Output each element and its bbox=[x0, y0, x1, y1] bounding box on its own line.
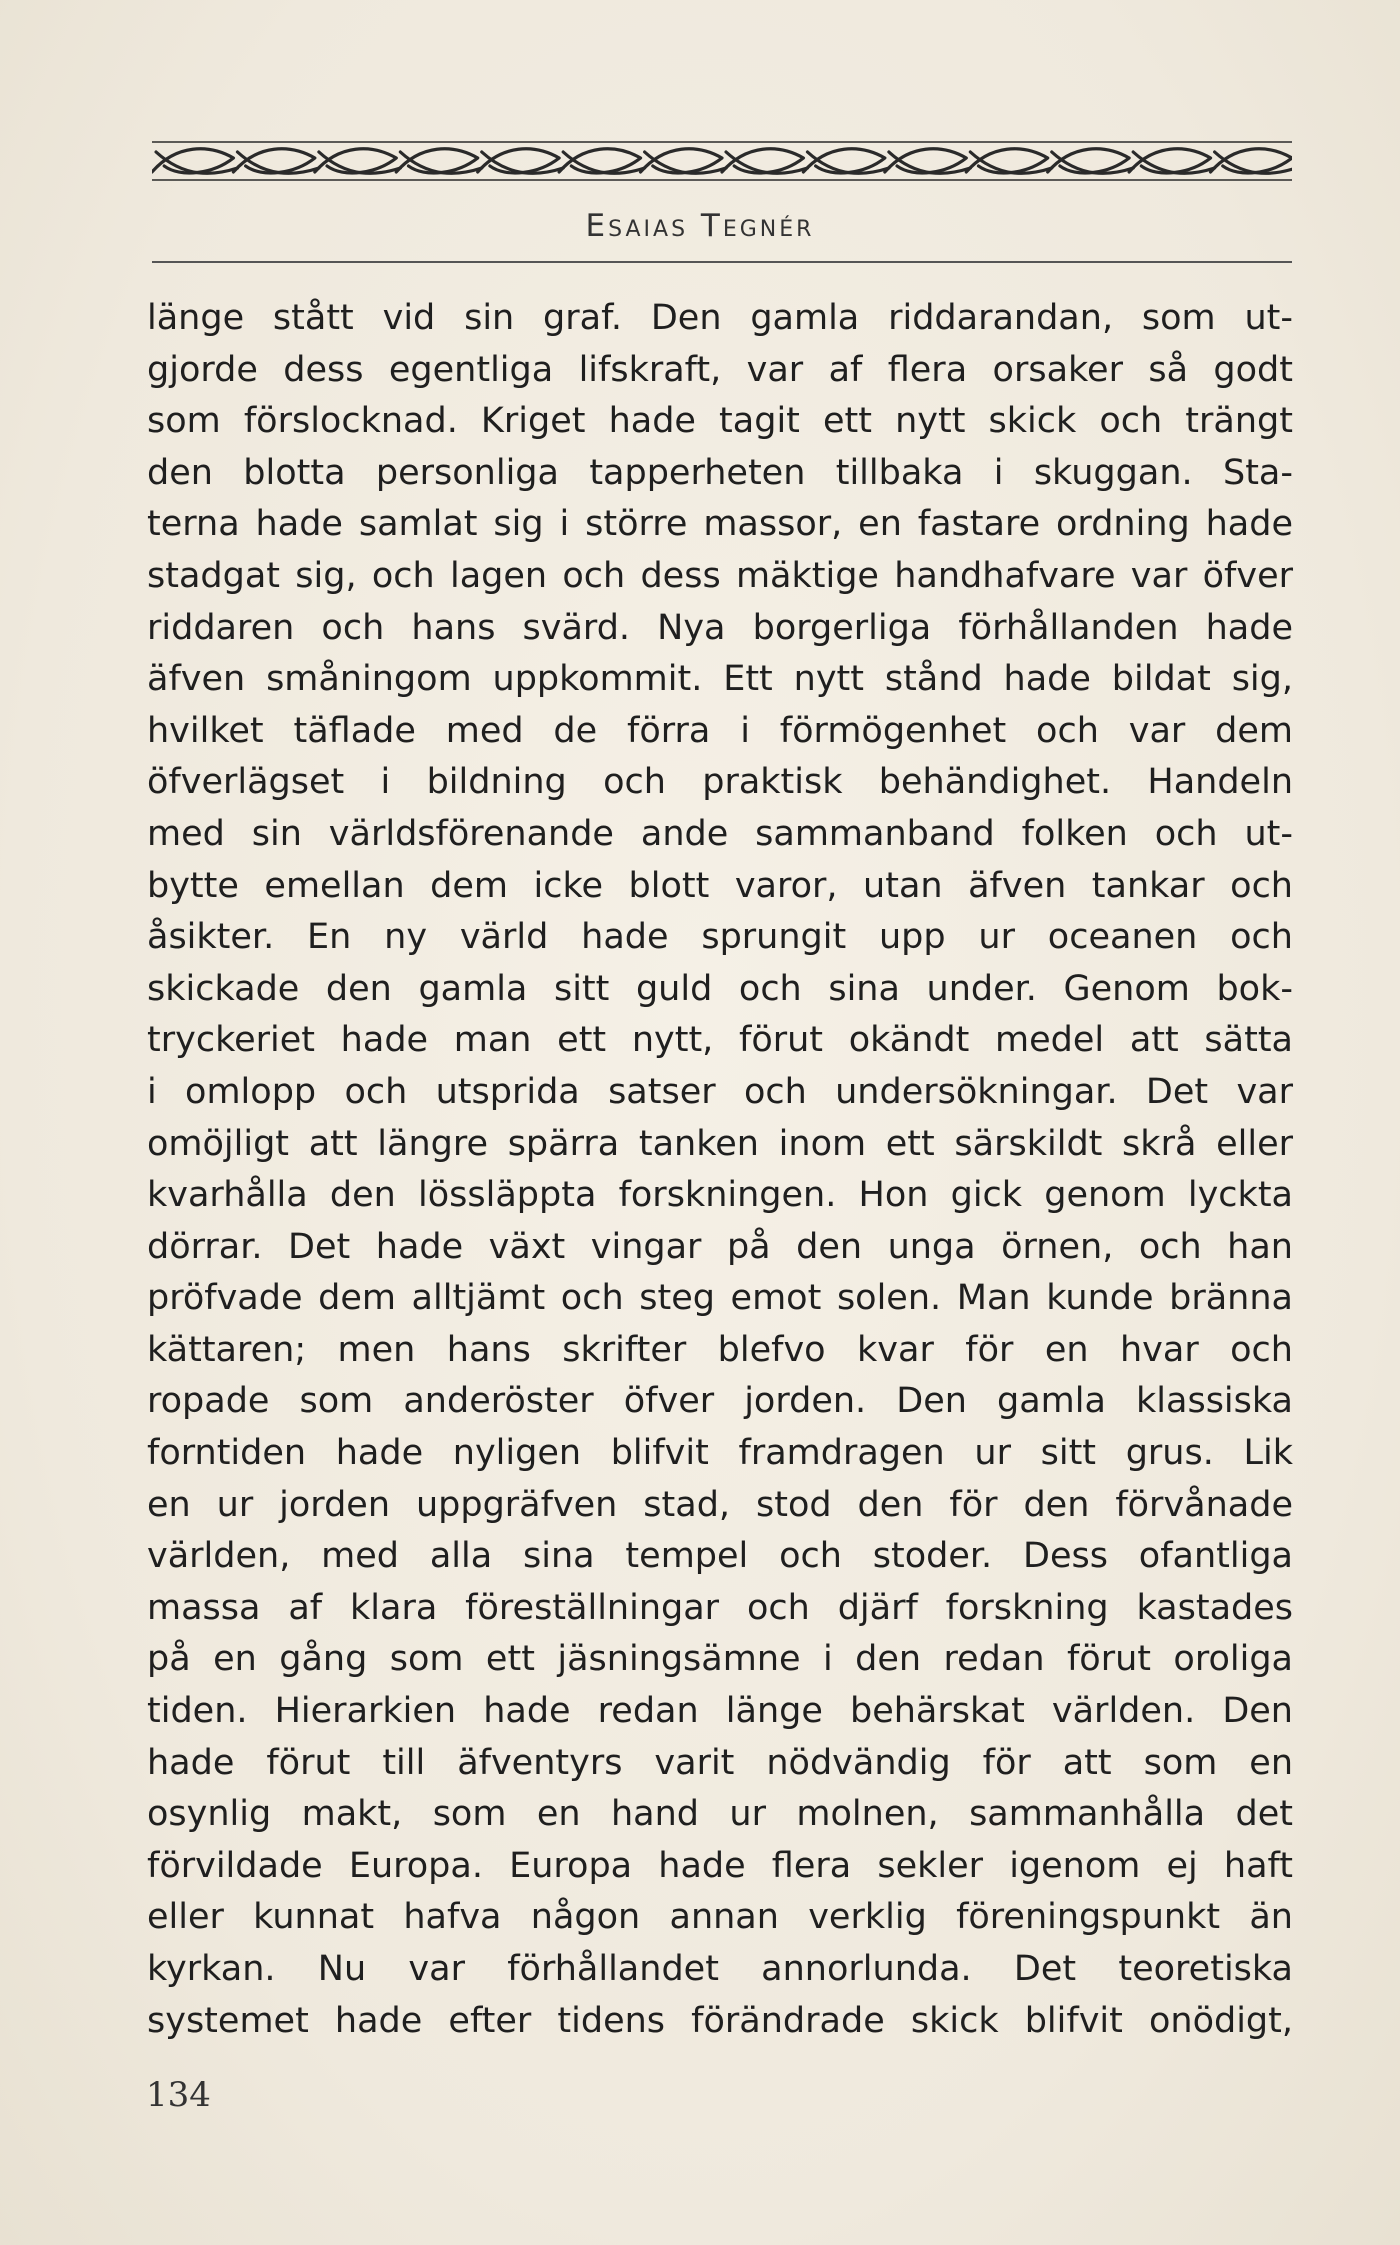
text-line: riddaren och hans svärd. Nya borgerliga förhållanden hade bbox=[147, 607, 1293, 648]
text-line: bytte emellan dem icke blott varor, utan äfven tankar och bbox=[147, 865, 1293, 906]
text-line: forntiden hade nyligen blifvit framdragen ur sitt grus. Lik bbox=[147, 1433, 1293, 1474]
body-text bbox=[147, 293, 1293, 2047]
text-line: gjorde dess egentliga lifskraft, var af flera orsaker så godt bbox=[147, 349, 1293, 390]
text-line: skickade den gamla sitt guld och sina under. Genom bok- bbox=[147, 968, 1293, 1009]
text-line: förvildade Europa. Europa hade flera sekler igenom ej haft bbox=[147, 1845, 1293, 1886]
text-line: den blotta personliga tapperheten tillbaka i skuggan. Sta- bbox=[147, 452, 1293, 493]
text-line: tryckeriet hade man ett nytt, förut okändt medel att sätta bbox=[147, 1020, 1293, 1061]
text-line: i omlopp och utsprida satser och undersökningar. Det var bbox=[147, 1071, 1293, 1112]
text-line: massa af klara föreställningar och djärf forskning kastades bbox=[147, 1587, 1293, 1628]
text-line: kvarhålla den lössläppta forskningen. Hon gick genom lyckta bbox=[147, 1175, 1293, 1216]
text-line: hade förut till äfventyrs varit nödvändig för att som en bbox=[147, 1742, 1293, 1783]
running-head: Esaias Tegnér bbox=[585, 208, 815, 244]
text-line: ropade som anderöster öfver jorden. Den gamla klassiska bbox=[147, 1381, 1293, 1422]
text-line: terna hade samlat sig i större massor, en fastare ordning hade bbox=[147, 504, 1293, 545]
page-number: 134 bbox=[146, 2075, 211, 2115]
text-line: kyrkan. Nu var förhållandet annorlunda. Det teoretiska bbox=[147, 1949, 1293, 1989]
text-line: världen, med alla sina tempel och stoder. Dess ofantliga bbox=[147, 1536, 1293, 1577]
text-line: öfverlägset i bildning och praktisk behändighet. Handeln bbox=[147, 762, 1293, 803]
text-line: äfven småningom uppkommit. Ett nytt stånd hade bildat sig, bbox=[147, 659, 1293, 700]
text-line: som förslocknad. Kriget hade tagit ett nytt skick och trängt bbox=[147, 401, 1293, 442]
text-line: på en gång som ett jäsningsämne i den redan förut oroliga bbox=[147, 1639, 1293, 1680]
text-line: kättaren; men hans skrifter blefvo kvar för en hvar och bbox=[147, 1329, 1293, 1370]
text-line: dörrar. Det hade växt vingar på den unga örnen, och han bbox=[147, 1226, 1293, 1267]
text-line: osynlig makt, som en hand ur molnen, sammanhålla det bbox=[147, 1794, 1293, 1835]
text-line: eller kunnat hafva någon annan verklig föreningspunkt än bbox=[147, 1897, 1293, 1938]
text-line: stadgat sig, och lagen och dess mäktige handhafvare var öfver bbox=[147, 555, 1293, 596]
text-line: en ur jorden uppgräfven stad, stod den för den förvånade bbox=[147, 1484, 1293, 1525]
text-line: länge stått vid sin graf. Den gamla riddarandan, som ut- bbox=[147, 298, 1293, 338]
text-line: pröfvade dem alltjämt och steg emot solen. Man kunde bränna bbox=[147, 1278, 1293, 1319]
text-line: åsikter. En ny värld hade sprungit upp ur oceanen och bbox=[147, 917, 1293, 958]
text-line: hvilket täflade med de förra i förmögenhet och var dem bbox=[147, 710, 1293, 751]
text-line: med sin världsförenande ande sammanband folken och ut- bbox=[147, 813, 1293, 854]
text-line: systemet hade efter tidens förändrade skick blifvit onödigt, bbox=[147, 2000, 1293, 2041]
decorative-header-ornament bbox=[152, 138, 1292, 184]
header-rule bbox=[152, 261, 1292, 263]
text-line: tiden. Hierarkien hade redan länge behärskat världen. Den bbox=[147, 1691, 1293, 1732]
text-line: omöjligt att längre spärra tanken inom ett särskildt skrå eller bbox=[147, 1123, 1293, 1164]
